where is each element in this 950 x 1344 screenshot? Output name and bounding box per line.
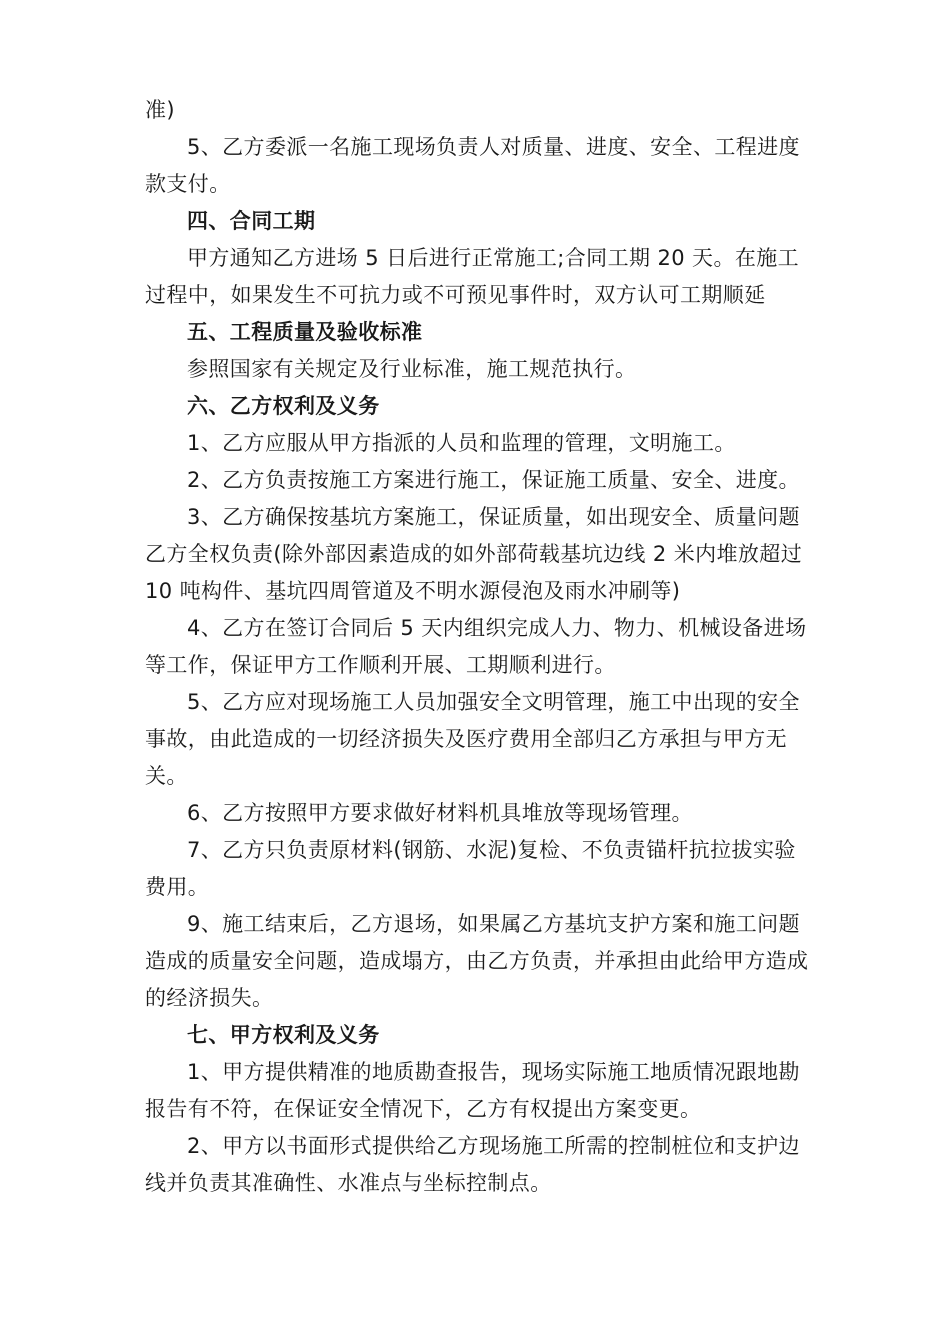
paragraph: 1、甲方提供精准的地质勘查报告，现场实际施工地质情况跟地勘报告有不符，在保证安全情况下，乙方有权提出方案变更。 — [145, 1060, 800, 1121]
paragraph: 7、乙方只负责原材料(钢筋、水泥)复检、不负责锚杆抗拉拔实验费用。 — [145, 838, 796, 899]
section-heading: 四、合同工期 — [187, 209, 316, 233]
paragraph: 4、乙方在签订合同后 5 天内组织完成人力、物力、机械设备进场等工作，保证甲方工作顺利开展、工期顺利进行。 — [145, 616, 807, 677]
paragraph: 5、乙方应对现场施工人员加强安全文明管理，施工中出现的安全事故，由此造成的一切经济损失及医疗费用全部归乙方承担与甲方无关。 — [145, 690, 800, 788]
document-page — [145, 92, 810, 1202]
paragraph: 参照国家有关规定及行业标准，施工规范执行。 — [187, 357, 637, 381]
paragraph: 5、乙方委派一名施工现场负责人对质量、进度、安全、工程进度款支付。 — [145, 135, 800, 196]
paragraph: 3、乙方确保按基坑方案施工，保证质量，如出现安全、质量问题乙方全权负责(除外部因素造成的如外部荷载基坑边线 2 米内堆放超过 10 吨构件、基坑四周管道及不明水源侵泡及雨水冲刷等) — [145, 505, 803, 603]
paragraph: 1、乙方应服从甲方指派的人员和监理的管理，文明施工。 — [187, 431, 736, 455]
paragraph: 甲方通知乙方进场 5 日后进行正常施工;合同工期 20 天。在施工过程中，如果发生不可抗力或不可预见事件时，双方认可工期顺延 — [145, 246, 800, 307]
paragraph: 2、甲方以书面形式提供给乙方现场施工所需的控制桩位和支护边线并负责其准确性、水准点与坐标控制点。 — [145, 1134, 800, 1195]
section-heading: 六、乙方权利及义务 — [187, 394, 380, 418]
section-heading: 七、甲方权利及义务 — [187, 1023, 380, 1047]
section-heading: 五、工程质量及验收标准 — [187, 320, 423, 344]
paragraph-continuation: 准) — [145, 98, 175, 122]
paragraph: 9、施工结束后，乙方退场，如果属乙方基坑支护方案和施工问题造成的质量安全问题，造成塌方，由乙方负责，并承担由此给甲方造成的经济损失。 — [145, 912, 809, 1010]
paragraph: 2、乙方负责按施工方案进行施工，保证施工质量、安全、进度。 — [187, 468, 800, 492]
paragraph: 6、乙方按照甲方要求做好材料机具堆放等现场管理。 — [187, 801, 693, 825]
